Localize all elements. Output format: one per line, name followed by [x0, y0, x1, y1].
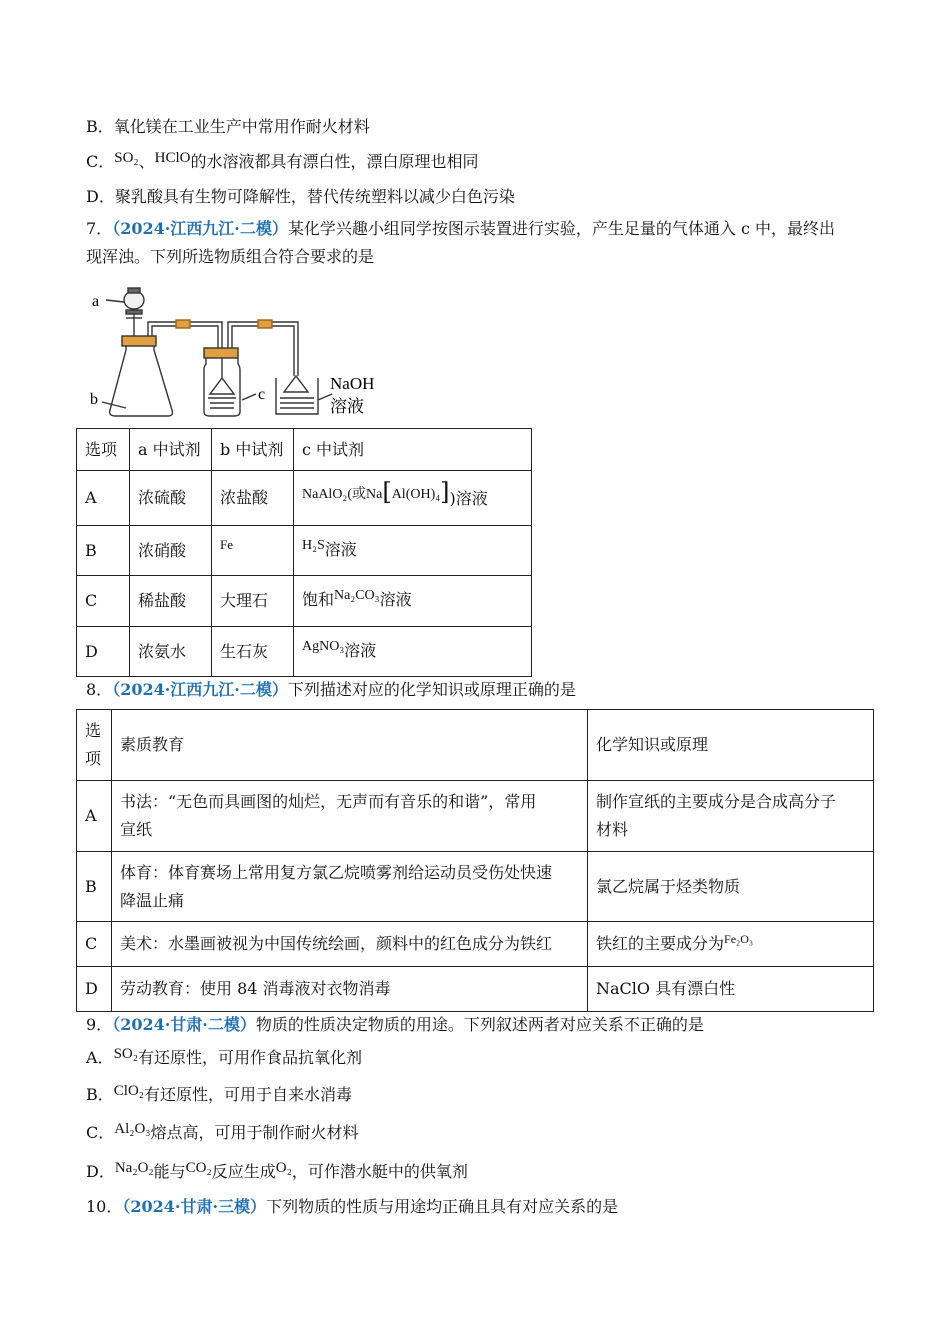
bracket-close: ] — [440, 477, 450, 506]
cell-line: 劳动教育：使用 84 消毒液对衣物消毒 — [120, 979, 391, 998]
formula-al2o3: Al₂O₃ — [114, 1121, 151, 1137]
q9-stem — [86, 1014, 704, 1036]
reagent-c-cell — [294, 526, 532, 576]
cell-text: )溶液 — [449, 488, 488, 508]
label-b: b — [90, 391, 98, 408]
table-row — [77, 526, 532, 576]
header-cell: b 中试剂 — [212, 429, 294, 471]
label-solution: 溶液 — [330, 397, 364, 416]
option-cell: C — [77, 922, 112, 967]
q6-option-c — [86, 151, 479, 174]
source-tag: （2024·江西九江·二模） — [112, 219, 288, 238]
cell-line: 制作宣纸的主要成分是合成高分子 — [596, 792, 837, 811]
option-text: 氧化镁在工业生产中常用作耐火材料 — [113, 117, 370, 136]
option-label: B． — [86, 1085, 114, 1104]
q6-option-b — [86, 116, 370, 138]
table-header-row — [77, 429, 532, 471]
table-row — [77, 967, 874, 1012]
reagent-b-cell: 大理石 — [212, 576, 294, 627]
option-text: 有还原性，可用于自来水消毒 — [144, 1085, 353, 1104]
header-cell: 选项 — [77, 429, 130, 471]
question-stem: 下列描述对应的化学知识或原理正确的是 — [287, 680, 576, 699]
question-number: 7． — [86, 219, 113, 238]
question-stem: 现浑浊。下列所选物质组合符合要求的是 — [86, 247, 375, 266]
table-row — [77, 852, 874, 922]
formula-co2: CO₂ — [185, 1160, 212, 1176]
reagent-c-cell — [294, 627, 532, 677]
q9-option-b — [86, 1084, 352, 1107]
q6-option-d — [86, 186, 515, 208]
option-cell: D — [77, 627, 130, 677]
bracket-open: [ — [382, 477, 392, 506]
q8-table — [76, 709, 874, 1012]
header-cell: c 中试剂 — [294, 429, 532, 471]
principle-cell — [588, 967, 874, 1012]
table-row — [77, 471, 532, 526]
label-c: c — [258, 386, 266, 403]
q10-stem — [86, 1196, 618, 1218]
cell-text: 饱和 — [302, 590, 335, 609]
cell-line: 书法：“无色而具画图的灿烂，无声而有音乐的和谐”，常用 — [120, 792, 537, 811]
option-cell: B — [77, 526, 130, 576]
formula-na: Na — [365, 486, 383, 502]
option-text: 有还原性，可用作食品抗氧化剂 — [137, 1048, 362, 1067]
option-text: 能与 — [153, 1162, 186, 1181]
option-label: C． — [86, 152, 115, 171]
option-text: 聚乳酸具有生物可降解性，替代传统塑料以减少白色污染 — [114, 187, 515, 206]
option-cell: A — [77, 471, 130, 526]
header-cell: a 中试剂 — [130, 429, 212, 471]
table-row — [77, 627, 532, 677]
reagent-a-cell: 浓硫酸 — [130, 471, 212, 526]
formula-aloh4: Al(OH)₄ — [391, 486, 441, 502]
header-cell: 素质教育 — [112, 710, 588, 781]
option-label: D． — [86, 187, 115, 206]
cell-text: 铁红的主要成分为 — [596, 933, 725, 953]
q7-stem-line2 — [86, 246, 374, 268]
q9-option-d — [86, 1161, 468, 1184]
formula-fe: Fe — [220, 537, 233, 552]
formula-so2: SO₂ — [113, 1046, 138, 1062]
option-text: 的水溶液都具有漂白性，漂白原理也相同 — [190, 152, 479, 171]
cell-line: 材料 — [596, 820, 629, 839]
cell-line: NaClO 具有漂白性 — [596, 979, 736, 998]
source-tag: （2024·甘肃·三模） — [122, 1197, 267, 1216]
q7-stem-line1 — [86, 218, 835, 240]
formula-clo2: ClO₂ — [113, 1083, 144, 1099]
label-naoh: NaOH — [330, 374, 375, 393]
formula-h2s: H₂S — [302, 537, 325, 553]
source-tag: （2024·甘肃·二模） — [112, 1015, 256, 1034]
option-cell: C — [77, 576, 130, 627]
formula-so2: SO₂ — [114, 150, 139, 166]
cell-line: 氯乙烷属于烃类物质 — [596, 876, 741, 896]
option-text: 熔点高，可用于制作耐火材料 — [150, 1123, 359, 1142]
q8-stem — [86, 679, 576, 701]
formula-naalo2: NaAlO₂(或 — [302, 486, 366, 502]
option-cell: B — [77, 852, 112, 922]
cell-text: 溶液 — [324, 539, 357, 559]
question-stem: 物质的性质决定物质的用途。下列叙述两者对应关系不正确的是 — [255, 1015, 704, 1034]
table-row — [77, 781, 874, 852]
principle-cell — [588, 781, 874, 852]
table-row — [77, 576, 532, 627]
label-a: a — [92, 293, 100, 310]
option-cell: A — [77, 781, 112, 852]
table-header-row — [77, 710, 874, 781]
separator: 、 — [138, 152, 155, 171]
formula-agno3: AgNO₃ — [302, 638, 345, 654]
reagent-b-cell — [212, 526, 294, 576]
option-label: C． — [86, 1123, 115, 1142]
education-cell — [112, 852, 588, 922]
principle-cell — [588, 852, 874, 922]
formula-na2o2: Na₂O₂ — [114, 1160, 154, 1176]
reagent-c-cell — [294, 576, 532, 627]
option-text: 反应生成 — [211, 1162, 276, 1181]
header-cell — [77, 710, 112, 781]
apparatus-diagram — [86, 282, 396, 422]
reagent-b-cell: 生石灰 — [212, 627, 294, 677]
reagent-b-cell: 浓盐酸 — [212, 471, 294, 526]
reagent-a-cell: 浓硝酸 — [130, 526, 212, 576]
reagent-c-cell — [294, 471, 532, 526]
question-stem: 某化学兴趣小组同学按图示装置进行实验，产生足量的气体通入 c 中，最终出 — [287, 219, 836, 238]
option-text: ，可作潜水艇中的供氧剂 — [291, 1162, 468, 1181]
formula-o2: O₂ — [275, 1160, 292, 1176]
option-label: B． — [86, 117, 114, 136]
q9-option-c — [86, 1122, 359, 1145]
formula-na2co3: Na₂CO₃ — [334, 588, 380, 603]
reagent-a-cell: 浓氨水 — [130, 627, 212, 677]
question-number: 9． — [86, 1015, 113, 1034]
education-cell — [112, 781, 588, 852]
header-text: 选项 — [85, 721, 102, 768]
question-number: 10． — [86, 1197, 123, 1216]
principle-cell — [588, 922, 874, 967]
formula-hclo: HClO — [154, 150, 191, 166]
education-cell — [112, 967, 588, 1012]
option-label: D． — [86, 1162, 115, 1181]
table-row — [77, 922, 874, 967]
question-number: 8． — [86, 680, 113, 699]
cell-line: 降温止痛 — [120, 890, 185, 910]
header-cell: 化学知识或原理 — [588, 710, 874, 781]
cell-text: 溶液 — [379, 590, 412, 609]
question-stem: 下列物质的性质与用途均正确且具有对应关系的是 — [266, 1197, 619, 1216]
formula-fe2o3: Fe₂O₃ — [724, 931, 754, 946]
cell-line: 体育：体育赛场上常用复方氯乙烷喷雾剂给运动员受伤处快速 — [120, 862, 553, 882]
source-tag: （2024·江西九江·二模） — [112, 680, 288, 699]
q7-table — [76, 428, 532, 677]
option-label: A． — [86, 1048, 114, 1067]
education-cell — [112, 922, 588, 967]
option-cell: D — [77, 967, 112, 1012]
cell-line: 宣纸 — [120, 820, 153, 839]
cell-text: 溶液 — [344, 640, 377, 660]
cell-line: 美术：水墨画被视为中国传统绘画，颜料中的红色成分为铁红 — [120, 934, 553, 953]
q9-option-a — [86, 1047, 362, 1070]
reagent-a-cell: 稀盐酸 — [130, 576, 212, 627]
